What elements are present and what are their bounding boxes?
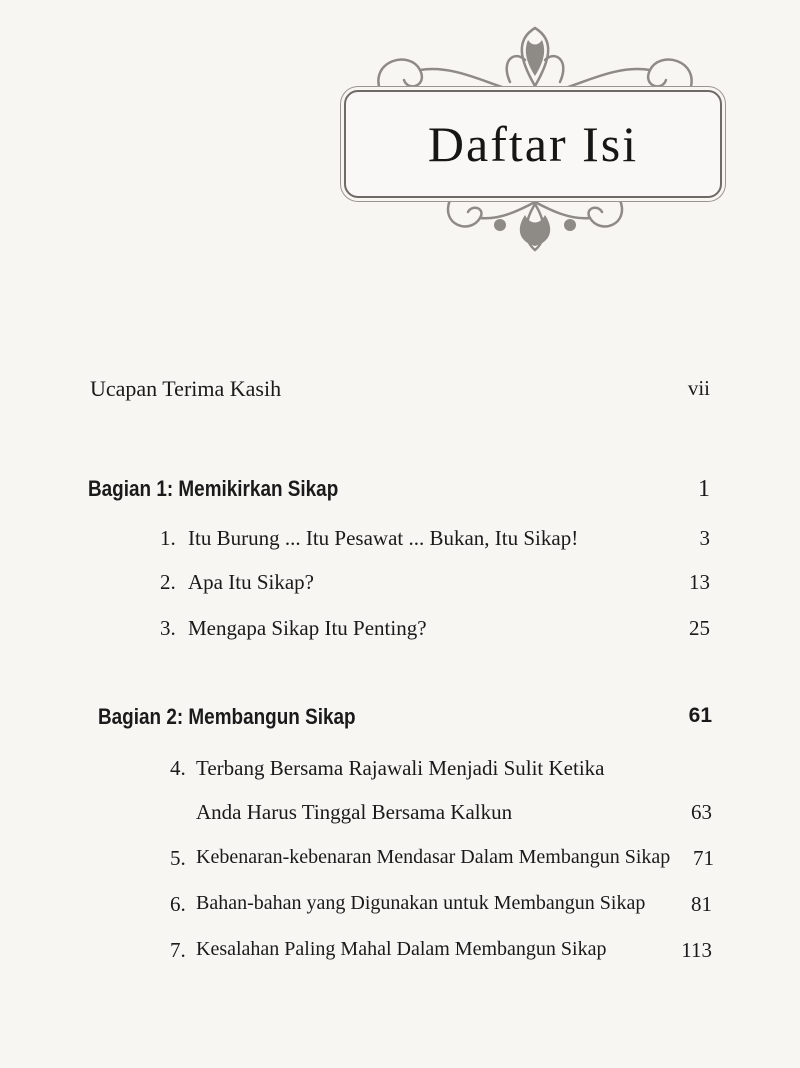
chapter-label: Bahan-bahan yang Digunakan untuk Membangun Sikap <box>196 892 646 914</box>
toc-entry-chapter-3 <box>0 616 800 656</box>
page-title: Daftar Isi <box>427 116 639 172</box>
chapter-page: 71 <box>693 846 714 870</box>
toc-entry-chapter-4 <box>0 756 800 796</box>
chapter-number: 6. <box>170 892 186 916</box>
toc-part-1 <box>0 476 800 516</box>
chapter-page: 113 <box>681 938 712 962</box>
part-page: 1 <box>698 476 710 502</box>
entry-page: vii <box>687 376 710 400</box>
chapter-number: 5. <box>170 846 186 870</box>
chapter-label-line-1: Terbang Bersama Rajawali Menjadi Sulit Ketika <box>196 756 605 780</box>
toc-entry-chapter-4-continued <box>0 800 800 840</box>
toc-entry-chapter-7 <box>0 938 800 978</box>
part-page: 61 <box>688 704 712 727</box>
chapter-number: 2. <box>160 570 176 594</box>
toc-entry-chapter-2 <box>0 570 800 610</box>
entry-label: Ucapan Terima Kasih <box>90 376 282 401</box>
chapter-label: Apa Itu Sikap? <box>188 570 314 594</box>
toc-entry-chapter-6 <box>0 892 800 932</box>
toc-entry-chapter-5 <box>0 846 800 886</box>
part-label: Bagian 1: Memikirkan Sikap <box>88 476 339 501</box>
chapter-page: 3 <box>699 526 710 550</box>
chapter-label: Kebenaran-kebenaran Mendasar Dalam Membangun Sikap <box>196 846 671 868</box>
chapter-label-line-2: Anda Harus Tinggal Bersama Kalkun <box>196 800 513 824</box>
chapter-page: 13 <box>689 570 710 594</box>
chapter-number: 3. <box>160 616 176 640</box>
toc-part-2 <box>0 704 800 744</box>
chapter-page: 81 <box>691 892 712 916</box>
chapter-page: 63 <box>691 800 712 824</box>
title-plaque <box>344 90 722 198</box>
chapter-label: Mengapa Sikap Itu Penting? <box>188 616 427 640</box>
chapter-number: 4. <box>170 756 186 780</box>
toc-entry-acknowledgements <box>0 376 800 416</box>
chapter-page: 25 <box>689 616 710 640</box>
chapter-number: 1. <box>160 526 176 550</box>
chapter-number: 7. <box>170 938 186 962</box>
toc-entry-chapter-1 <box>0 526 800 566</box>
chapter-label: Itu Burung ... Itu Pesawat ... Bukan, Itu Sikap! <box>188 526 579 550</box>
chapter-label: Kesalahan Paling Mahal Dalam Membangun Sikap <box>196 938 607 960</box>
part-label: Bagian 2: Membangun Sikap <box>98 704 356 729</box>
